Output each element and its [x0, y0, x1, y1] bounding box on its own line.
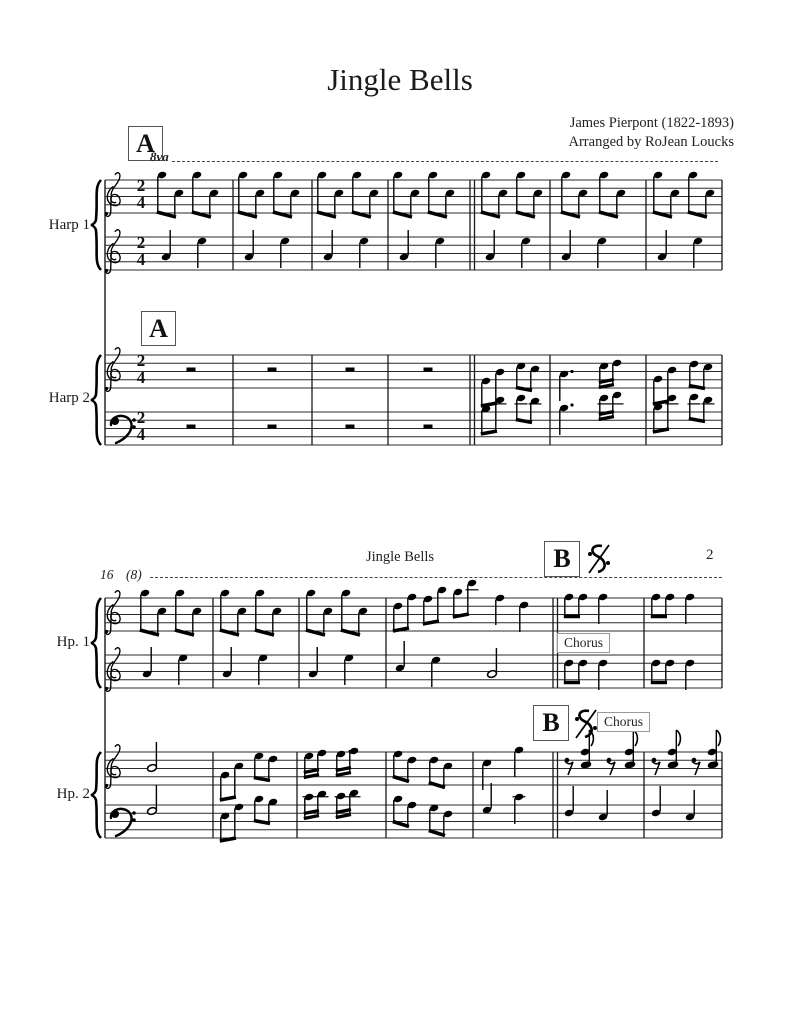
treble-clef-icon [105, 591, 120, 635]
hp1-lower-notes [142, 641, 695, 690]
harp1-upper-staff [105, 176, 722, 213]
instrument-label-harp2: Harp 2 [48, 390, 90, 406]
barlines-hp2 [213, 752, 722, 838]
ottava-dashed-line [172, 161, 718, 162]
brace-icon [91, 180, 101, 270]
treble-clef-icon [105, 230, 120, 274]
treble-clef-icon [105, 173, 120, 217]
system-2 [91, 545, 722, 841]
running-header: Jingle Bells [365, 549, 435, 565]
instrument-label-harp1: Harp 1 [48, 217, 90, 233]
ottava-label: 8va [150, 149, 169, 164]
barlines-harp1 [233, 180, 722, 270]
hp1-upper-notes [140, 579, 695, 635]
harp2-upper-staff [105, 351, 722, 388]
treble-clef-icon [105, 348, 120, 392]
harp2-rests [187, 368, 433, 429]
barlines-harp2 [233, 355, 722, 445]
treble-clef-icon [105, 648, 120, 692]
ottava-continuation: (8) [126, 567, 142, 582]
hp1-upper-staff [105, 598, 722, 631]
instrument-label-hp1: Hp. 1 [56, 634, 90, 650]
rehearsal-mark-a-harp2: A [141, 311, 176, 346]
brace-icon [91, 598, 101, 688]
harp1-lower-notes [161, 230, 703, 268]
instrument-label-hp2: Hp. 2 [56, 786, 90, 802]
segno-icon [575, 710, 597, 738]
time-signature: 2 4 [136, 351, 146, 387]
harp2-upper-notes [481, 359, 713, 406]
page-title: Jingle Bells [327, 62, 473, 97]
harp1-upper-notes [157, 171, 715, 217]
treble-clef-icon [105, 745, 120, 789]
brace-icon [91, 752, 101, 838]
chorus-label-hp1: Chorus [557, 633, 610, 653]
arranger-credit: Arranged by RoJean Loucks [568, 134, 734, 150]
time-signature: 2 4 [136, 408, 146, 444]
brace-icon [91, 355, 101, 445]
measure-number: 16 [100, 567, 114, 582]
composer-credit: James Pierpont (1822-1893) [569, 115, 734, 131]
harp2-lower-staff [105, 408, 722, 445]
page-number: 2 [706, 547, 714, 563]
rehearsal-mark-b-hp1: B [544, 541, 580, 577]
rehearsal-mark-a-harp1: A [128, 126, 163, 161]
hp2-upper-notes [147, 730, 721, 800]
rehearsal-mark-b-hp2: B [533, 705, 569, 741]
hp2-lower-staff [105, 805, 722, 838]
time-signature: 2 4 [136, 233, 146, 269]
chorus-label-hp2: Chorus [597, 712, 650, 732]
ottava-dashed-line-2 [150, 577, 722, 578]
hp1-lower-staff [105, 655, 722, 688]
time-signature: 2 4 [136, 176, 146, 212]
hp2-lower-notes [147, 783, 696, 841]
system-1 [91, 171, 722, 445]
